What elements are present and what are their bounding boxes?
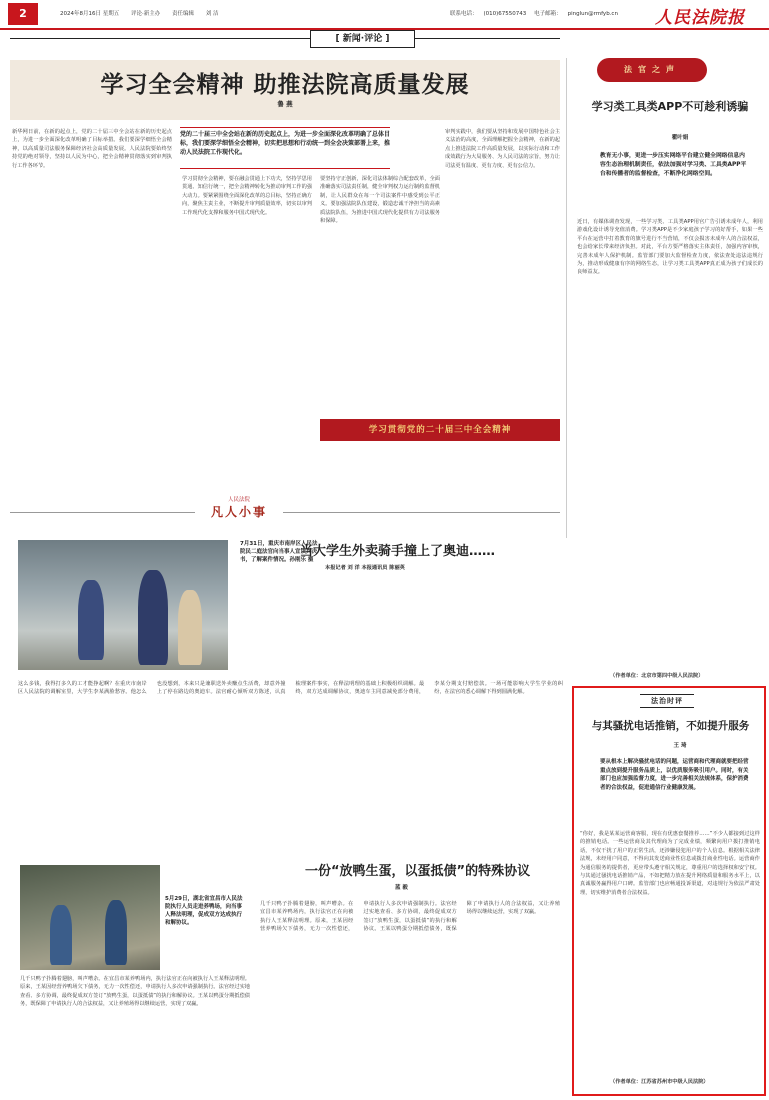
story3-body-left: 几千只鸭子扑腾着翅膀，叫声嘈杂。在宜昌市某养鸭场内，执行法官正在向被执行人王某释法明理。原来，王某因经营养鸭场欠下债务，无力一次性偿还，申请执行人多次申请强制执行。法官经过实地查看、多方协调，最终促成双方签订“放鸭生蛋，以蛋抵债”的执行和解协议。王某以鸭蛋分期抵偿债务，既保障了申请执行人的合法权益，又让养殖场得以继续运营，实现了双赢。 <box>20 976 250 1008</box>
issue-date: 2024年8月16日 星期五 <box>60 11 120 17</box>
lead-headline: 学习全会精神 助推法院高质量发展 <box>100 72 470 98</box>
commentary-byline: 王 琦 <box>673 743 687 749</box>
photo-figure <box>78 580 104 660</box>
lead-summary: 党的二十届三中全会站在新的历史起点上，为进一步全面深化改革明确了总体目标，我们要深学细悟全会精神，切实把思想和行动统一到全会决策部署上来，推动人民法院工作现代化。 <box>180 131 391 156</box>
campaign-ribbon: 学习贯彻党的二十届三中全会精神 <box>320 419 560 441</box>
story2-headline: 当大学生外卖骑手撞上了奥迪…… <box>300 544 496 559</box>
photo-figure <box>178 590 202 665</box>
editor-label: 责任编辑 <box>172 11 195 17</box>
photo-figure <box>50 905 72 965</box>
page-meta <box>60 9 229 17</box>
commentary-summary: 要从根本上解决骚扰电话的问题，运营商和代理商就要把经营重点放到提升服务品质上，以优质服务吸引用户。同时，有关部门也应加强监督力度，进一步完善相关法规体系，保护消费者的合法权益，促进通信行业健康发展。 <box>600 759 749 791</box>
commentary-body: “你好，我是某某运营商客服，现在有优惠套餐推荐……”不少人都接到过这样的推销电话。一些运营商及其代理商为了完成业绩，频繁向用户拨打推销电话，不仅干扰了用户的正常生活，还涉嫌侵犯用户的个人信息。根据相关法律法规，未经用户同意，不得向其发送商业性信息或拨打商业性电话。运营商作为通信服务的提供者，更应带头遵守相关规定，尊重用户的选择权和安宁权。与其通过骚扰电话推销产品，不如把精力放在提升网络质量和服务水平上，以真诚服务赢得用户口碑。监管部门也应畅通投诉渠道，对违规行为依法严肃处理，切实维护消费者合法权益。 <box>580 831 760 896</box>
story3-headline: 一份“放鸭生蛋，以蛋抵债”的特殊协议 <box>305 864 531 879</box>
editor-name: 刘 洁 <box>205 11 219 17</box>
lead-column-1: 新华网日前，在新的起点上，党的二十届三中全会站在新的历史起点上，为进一步全面深化改革明确了目标举措。我们要深学细悟全会精神，以高质量司法服务保障经济社会高质量发展。人民法院要始终坚持党的绝对领导，坚持以人民为中心，把全会精神贯彻落实到审判执行工作各环节。 <box>12 129 172 169</box>
lead-byline: 鲁 燕 <box>277 100 293 108</box>
column-logo-subtitle: 人民法院 <box>227 497 250 503</box>
commentary-author-note: （作者单位：江苏省苏州市中级人民法院） <box>610 1079 709 1085</box>
commentary-headline: 与其骚扰电话推销，不如提升服务 <box>591 720 750 732</box>
section-name: 评论·新主办 <box>131 11 161 17</box>
story2-photo <box>18 540 228 670</box>
column-divider <box>566 58 567 538</box>
commentary-banner: 法治时评 <box>640 694 694 708</box>
right-byline: 瞿叶娟 <box>671 135 689 141</box>
story3-photo <box>20 865 160 970</box>
section-title: [ 新闻·评论 ] <box>310 30 415 48</box>
email-address[interactable]: pinglun@rmfyb.cn <box>567 11 618 17</box>
story3-photo-caption: 5月29日，湖北省宜昌市人民法院执行人员走进养鸭场，向当事人释法明理，促成双方达成执行和解协议。 <box>165 896 243 926</box>
story3-byline: 蓝 毅 <box>395 885 408 891</box>
story2-byline: 本报记者 刘 洋 本报通讯员 陈丽英 <box>325 565 405 571</box>
summary-rule-top <box>180 127 390 128</box>
story2-divider <box>10 512 560 513</box>
contact-meta <box>450 9 624 17</box>
lead-column-3: 要坚持守正创新，深化司法体制综合配套改革，全面准确落实司法责任制，健全审判权力运行制约监督机制，让人民群众在每一个司法案件中感受到公平正义。要加强法院队伍建设，锻造忠诚干净担当的高素质法院队伍，为推进中国式现代化提供有力司法服务和保障。 <box>320 176 440 225</box>
right-body: 近日，有媒体调查发现，一些学习类、工具类APP用官广告引诱未成年人，利用游戏化设计诱导充值消费。学习类APP是不少家庭孩子学习的好帮手，如果一些平台在运营中打着教育的旗号进行不当营销，不仅会损害未成年人的合法权益，也会给家长带来经济负担。对此，平台方要严格落实主体责任，加强内容审核，完善未成年人保护机制。监管部门要加大监督检查力度，依法查处违法违规行为，推动形成健康有序的网络生态，让学习类工具类APP真正成为孩子们成长的良师益友。 <box>577 219 763 276</box>
right-headline: 学习类工具类APP不可趁利诱骗 <box>591 100 749 113</box>
story3-body-right: 几千只鸭子扑腾着翅膀，叫声嘈杂。在宜昌市某养鸭场内，执行法官正在向被执行人王某释法明理。原来，王某因经营养鸭场欠下债务，无力一次性偿还，申请执行人多次申请强制执行。法官经过实地查看、多方协调，最终促成双方签订“放鸭生蛋，以蛋抵债”的执行和解协议。王某以鸭蛋分期抵偿债务，既保障了申请执行人的合法权益，又让养殖场得以继续运营，实现了双赢。 <box>260 901 560 933</box>
email-label: 电子邮箱： <box>534 11 562 17</box>
photo-figure <box>105 900 127 965</box>
story2-photo-caption: 7月31日，重庆市南岸区人民法院民二庭法官向当事人宣读判决书，了解案件情况。孙刚乐 摄 <box>240 541 318 563</box>
contact-phone: (010)67550743 <box>483 11 527 17</box>
lead-column-4: 审判实践中，我们要从坚持和发展中国特色社会主义法治的高度，全面理解把握全会精神，在新的起点上推进法院工作高质量发展，以实际行动和工作成效践行为大局服务、为人民司法的宗旨，努力让司法更有温度、更有力度、更有公信力。 <box>445 129 560 169</box>
page-number: 2 <box>8 3 38 25</box>
story2-body: 这么多钱，我得打多久的工才能挣起啊？在重庆市南岸区人民法院的调解室里，大学生李某满脸愁容。他怎么也没想到，本来只是兼职送外卖赚点生活费，却意外撞上了停在路边的奥迪车。法官耐心倾听双方陈述，认真梳理案件事实，在释法明理的基础上积极组织调解。最终，双方达成调解协议，奥迪车主同意减免部分费用，李某分期支付赔偿款。一场可能影响大学生学业的纠纷，在法官的悉心调解下得到圆满化解。 <box>18 681 563 696</box>
judge-voice-badge: 法官之声 <box>597 58 707 82</box>
summary-rule-bottom <box>180 168 390 169</box>
lead-column-2: 学习贯彻全会精神，要在融会贯通上下功夫，坚持学思用贯通、知信行统一，把全会精神转化为推动审判工作的强大动力。要紧紧围绕全面深化改革的总目标，坚持正确方向，聚焦主责主业，不断提升审判质量效率，切实以审判工作现代化支撑和服务中国式现代化。 <box>182 176 312 216</box>
photo-figure <box>138 570 168 665</box>
column-logo-title: 凡人小事 <box>210 505 267 519</box>
right-summary: 教育无小事，更进一步压实网络平台建立健全网络信息内容生态治理机制责任，依法加强对学习类、工具类APP平台和传播者的监督检查，不断净化网络空间。 <box>600 153 747 177</box>
masthead-logo: 人民法院报 <box>655 8 745 28</box>
section-divider <box>10 38 560 39</box>
right-author-note: （作者单位：北京市第四中级人民法院） <box>610 673 704 679</box>
contact-label: 联系电话： <box>450 11 478 17</box>
